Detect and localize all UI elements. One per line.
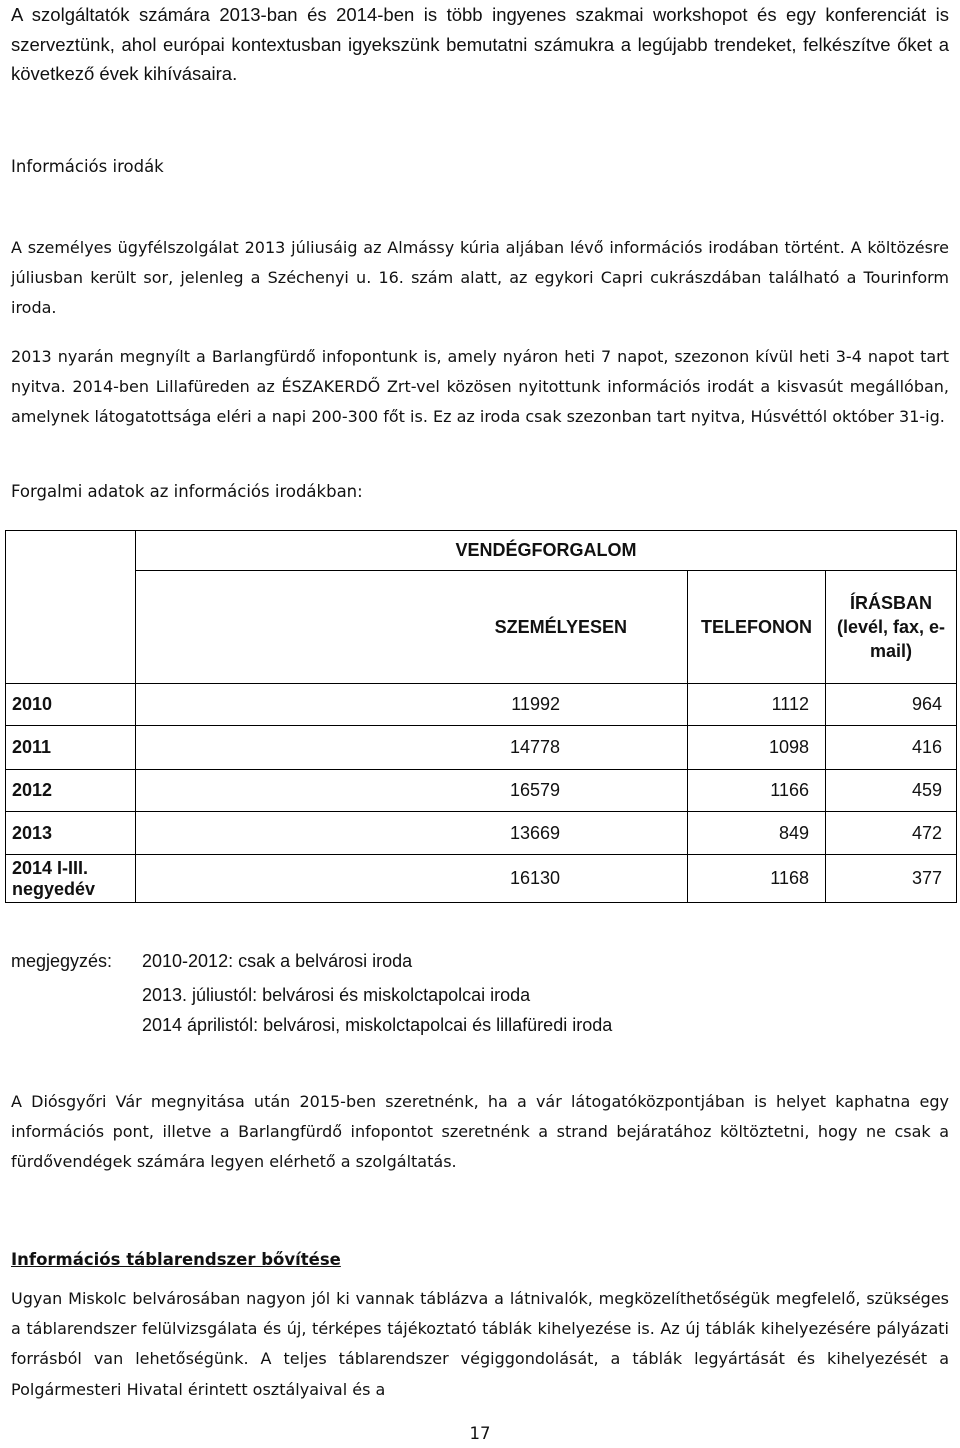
col-header-szemelyesen: SZEMÉLYESEN bbox=[136, 571, 688, 684]
table-row bbox=[6, 726, 957, 770]
col-header-irasban: ÍRÁSBAN (levél, fax, e-mail) bbox=[826, 571, 957, 684]
page-number: 17 bbox=[469, 1424, 491, 1443]
section-heading-sign-system: Információs táblarendszer bővítése bbox=[11, 1250, 341, 1269]
table-row bbox=[6, 684, 957, 726]
telefonon-cell: 849 bbox=[688, 812, 826, 855]
telefonon-cell: 1112 bbox=[688, 684, 826, 726]
group-header: VENDÉGFORGALOM bbox=[136, 531, 957, 571]
note-line: 2013. júliustól: belvárosi és miskolctapolcai iroda bbox=[142, 985, 531, 1005]
section-heading-info-offices: Információs irodák bbox=[11, 157, 164, 176]
year-cell: 2010 bbox=[6, 684, 136, 726]
year-cell: 2013 bbox=[6, 812, 136, 855]
table-caption: Forgalmi adatok az információs irodákban: bbox=[11, 482, 363, 501]
visitor-traffic-table bbox=[5, 530, 957, 903]
szemelyesen-cell: 16579 bbox=[136, 770, 688, 812]
sign-system-paragraph: Ugyan Miskolc belvárosában nagyon jól ki vannak táblázva a látnivalók, megközelíthetőségük megfelelő, szükséges a táblarendszer felülvizsgálata és új, térképes tájékoztató táblák kihelyezése is. Az új táblák kihelyezésére pályázati forrásból van lehetőségünk. A teljes táblarendszer végiggondolását, a táblák legyártását és kihelyezését a Polgármesteri Hivatal érintett osztályaival és a bbox=[11, 1289, 949, 1399]
col-header-telefonon: TELEFONON bbox=[688, 571, 826, 684]
year-cell: 2014 I-III. negyedév bbox=[6, 855, 136, 903]
offices-paragraph-2: 2013 nyarán megnyílt a Barlangfürdő infopontunk is, amely nyáron heti 7 napot, szezonon kívül heti 3-4 napot tart nyitva. 2014-ben Lillafüreden az ÉSZAKERDŐ Zrt-vel közösen nyitottunk információs irodát a kisvasút megállóban, amelynek látogatottsága eléri a napi 200-300 főt is. Ez az iroda csak szezonban tart nyitva, Húsvéttól október 31-ig. bbox=[11, 347, 949, 427]
year-cell: 2012 bbox=[6, 770, 136, 812]
castle-paragraph: A Diósgyőri Vár megnyitása után 2015-ben szeretnénk, ha a vár látogatóközpontjában is helyet kaphatna egy információs pont, illetve a Barlangfürdő infopontot szeretnénk a strand bejáratához költöztetni, hogy ne csak a fürdővendégek számára legyen elérhető a szolgáltatás. bbox=[11, 1092, 949, 1172]
telefonon-cell: 1098 bbox=[688, 726, 826, 770]
notes-label: megjegyzés: bbox=[11, 951, 113, 971]
irasban-cell: 459 bbox=[826, 770, 957, 812]
intro-paragraph: A szolgáltatók számára 2013-ban és 2014-ben is több ingyenes szakmai workshopot és egy konferenciát is szerveztünk, ahol európai kontextusban igyekszünk bemutatni számukra a legújabb trendeket, felkészítve őket a következő évek kihívásaira. bbox=[11, 4, 949, 84]
note-line: 2014 áprilistól: belvárosi, miskolctapolcai és lillafüredi iroda bbox=[142, 1015, 613, 1035]
irasban-cell: 416 bbox=[826, 726, 957, 770]
table-corner-cell bbox=[6, 531, 136, 684]
table-row bbox=[6, 855, 957, 903]
offices-paragraph-1: A személyes ügyfélszolgálat 2013 júliusáig az Almássy kúria aljában lévő információs irodában történt. A költözésre júliusban került sor, jelenleg a Széchenyi u. 16. szám alatt, az egykori Capri cukrászdában található a Tourinform iroda. bbox=[11, 238, 949, 318]
note-line: 2010-2012: csak a belvárosi iroda bbox=[142, 951, 413, 971]
telefonon-cell: 1168 bbox=[688, 855, 826, 903]
year-cell: 2011 bbox=[6, 726, 136, 770]
telefonon-cell: 1166 bbox=[688, 770, 826, 812]
table-row bbox=[6, 812, 957, 855]
szemelyesen-cell: 14778 bbox=[136, 726, 688, 770]
irasban-cell: 377 bbox=[826, 855, 957, 903]
table-row bbox=[6, 770, 957, 812]
szemelyesen-cell: 16130 bbox=[136, 855, 688, 903]
irasban-cell: 472 bbox=[826, 812, 957, 855]
irasban-cell: 964 bbox=[826, 684, 957, 726]
szemelyesen-cell: 13669 bbox=[136, 812, 688, 855]
szemelyesen-cell: 11992 bbox=[136, 684, 688, 726]
